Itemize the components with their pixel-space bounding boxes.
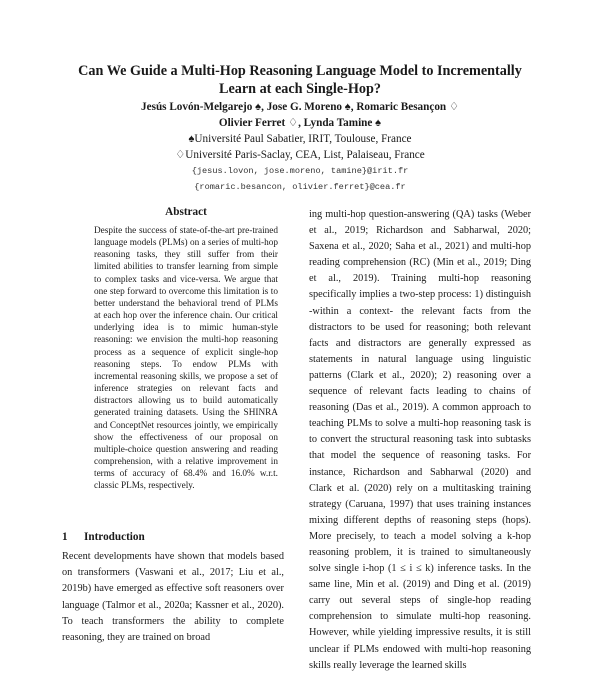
author-emails	[60, 163, 540, 195]
introduction-heading	[62, 531, 282, 543]
abstract-heading: Abstract	[165, 206, 207, 218]
paper-title: Can We Guide a Multi-Hop Reasoning Language Model to Incrementally Learn at each Single-Hop?	[78, 63, 522, 97]
section-title: Introduction	[84, 531, 145, 543]
right-column-text: ing multi-hop question-answering (QA) tasks (Weber et al., 2019; Richardson and Sabharwal, 2020; Saxena et al., 2020; Saha et al., 2021) and multi-hop reading comprehension (RC) (Min et al., 2019; Ding et al., 2019). Training multi-hop reasoning specifically implies a two-step process: 1) distinguish -within a context- the relevant facts from the distractors to be used for reasoning; both relevant facts and distractors are generally expressed as statements in natural language using linguistic patterns (Clark et al., 2020); 2) reasoning over a sequence of relevant facts leading to chains of reasoning (Das et al., 2019). A common approach to teaching PLMs to solve a multi-hop reasoning task is to convert the structural reasoning task into subtasks that model the sequence of reasoning tasks. For instance, Richardson and Sabharwal (2020) and Clark et al. (2020) rely on a multitasking training strategy (Caruana, 1997) that uses training instances mixing different depths of reasoning steps (hops). More precisely, to teach a model solving a k-hop reasoning problem, it is trained to simultaneously solve single i-hop (1 ≤ i ≤ k) inference tasks. In the same line, Min et al. (2019) and Ding et al. (2019) carry out several steps of single-hop reading comprehension to simulate multi-hop reasoning. However, while yielding impressive results, it is still unclear if PLMs endowed with multi-hop reasoning skills really leverage the learned skills	[309, 209, 531, 671]
authors-line-2: Olivier Ferret ♢, Lynda Tamine ♠	[218, 117, 382, 129]
section-number: 1	[62, 531, 68, 543]
authors-line-1: Jesús Lovón-Melgarejo ♠, Jose G. Moreno ♠, Romaric Besançon ♢	[141, 101, 459, 113]
email-line-1: {jesus.lovon, jose.moreno, tamine}@irit.fr	[191, 166, 409, 176]
affiliations	[60, 131, 540, 163]
abstract-text: Despite the success of state-of-the-art pre-trained language models (PLMs) on a series of multi-hop reasoning tasks, they still suffer from their limited abilities to transfer learning from simple to complex tasks and vice-versa. We argue that one step forward to overcome this limitation is to better understand the behavioral trend of PLMs at each hop over the inference chain. Our critical underlying idea is to mimic human-style reasoning: we envision the multi-hop reasoning process as a sequence of explicit single-hop reasoning steps. To endow PLMs with incremental reasoning skills, we propose a set of inference strategies on relevant facts and distractors allowing us to build automatically generated training datasets. Using the SHINRA and ConceptNet resources jointly, we empirically show the effectiveness of our proposal on multiple-choice question answering and reading comprehension, with a relative improvement in terms of accuracy of 68.4% and 16.0% w.r.t. classic PLMs, respectively.	[94, 226, 278, 492]
affiliation-1: ♠Université Paul Sabatier, IRIT, Toulouse, France	[188, 133, 412, 145]
author-list	[60, 99, 540, 131]
introduction-text: Recent developments have shown that models based on transformers (Vaswani et al., 2017; Liu et al., 2019b) have emerged as effective soft reasoners over language (Talmor et al., 2020a; Kassner et al., 2020). To teach transformers the ability to complete reasoning, they are trained on broad	[62, 551, 284, 644]
email-line-2: {romaric.besancon, olivier.ferret}@cea.fr	[194, 182, 406, 192]
affiliation-2: ♢Université Paris-Saclay, CEA, List, Palaiseau, France	[175, 149, 425, 161]
